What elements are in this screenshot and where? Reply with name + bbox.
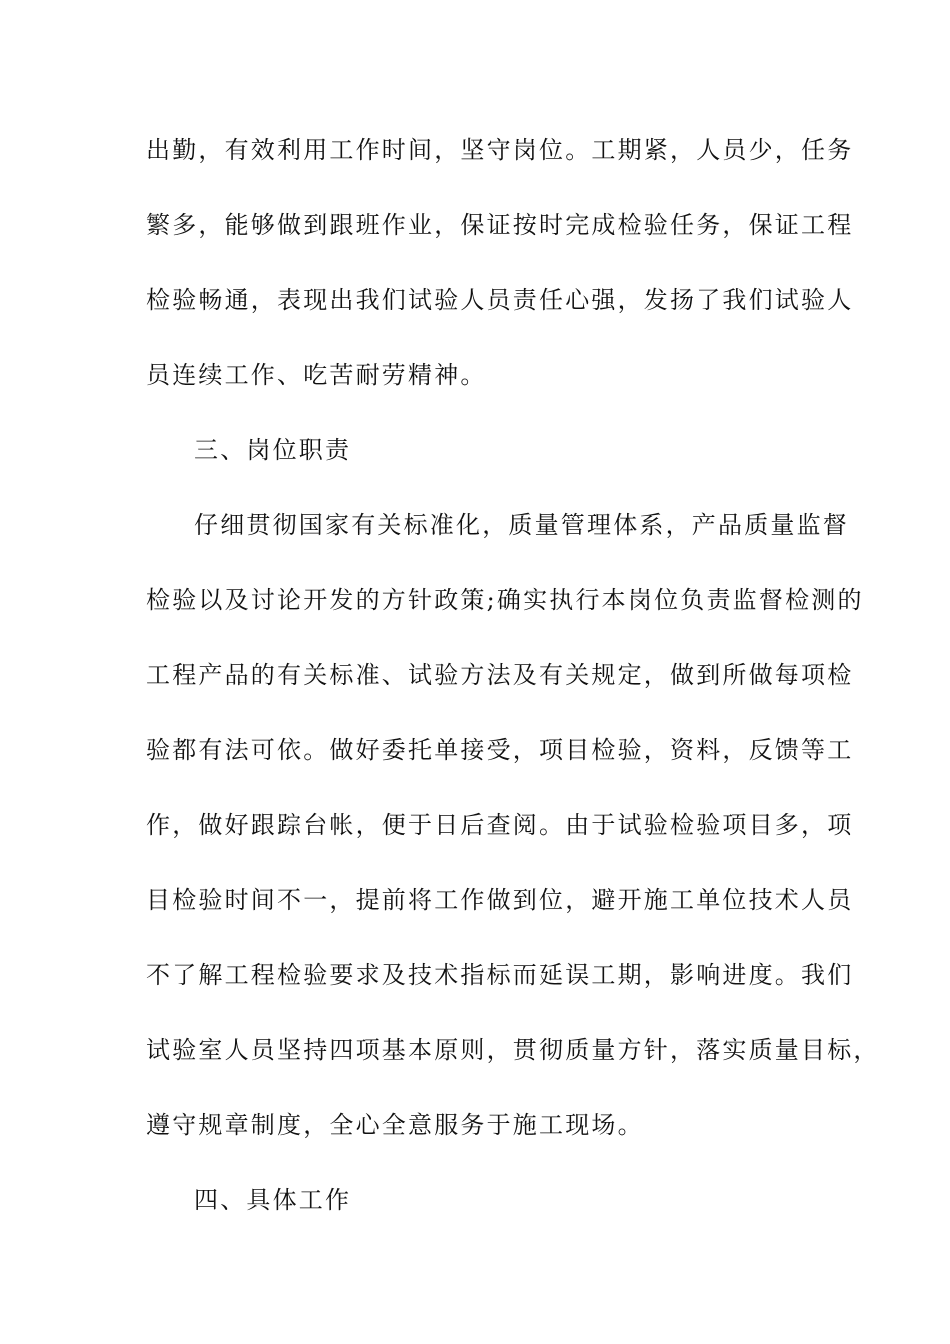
paragraph-line: 出勤，有效利用工作时间，坚守岗位。工期紧，人员少，任务 [146,136,854,164]
section-heading: 三、岗位职责 [194,436,352,464]
paragraph-line: 员连续工作、吃苦耐劳精神。 [146,361,487,389]
paragraph-line: 繁多，能够做到跟班作业，保证按时完成检验任务，保证工程 [146,211,854,239]
paragraph-line: 验都有法可依。做好委托单接受，项目检验，资料，反馈等工 [146,736,854,764]
paragraph-line: 不了解工程检验要求及技术指标而延误工期，影响进度。我们 [146,961,854,989]
paragraph-line: 目检验时间不一，提前将工作做到位，避开施工单位技术人员 [146,886,854,914]
section-heading: 四、具体工作 [194,1186,352,1214]
paragraph-line: 工程产品的有关标准、试验方法及有关规定，做到所做每项检 [146,661,854,689]
paragraph-line: 遵守规章制度，全心全意服务于施工现场。 [146,1111,644,1139]
paragraph-line: 检验以及讨论开发的方针政策;确实执行本岗位负责监督检测的 [146,586,864,614]
paragraph-line: 作，做好跟踪台帐，便于日后查阅。由于试验检验项目多，项 [146,811,854,839]
paragraph-line: 试验室人员坚持四项基本原则，贯彻质量方针，落实质量目标， [146,1036,880,1064]
paragraph-line: 仔细贯彻国家有关标准化，质量管理体系，产品质量监督 [194,511,849,539]
paragraph-line: 检验畅通，表现出我们试验人员责任心强，发扬了我们试验人 [146,286,854,314]
